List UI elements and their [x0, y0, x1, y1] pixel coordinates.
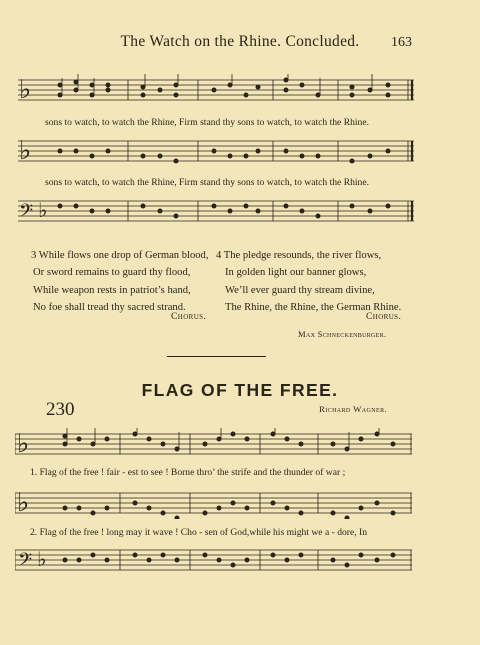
song-lyric-verse-2: 2. Flag of the free ! long may it wave ! Cho - sen of God,while his might we a - dore, In	[30, 527, 368, 538]
chorus-label-right: Chorus.	[366, 312, 402, 322]
svg-text:♭: ♭	[19, 75, 32, 105]
music-staff-top-treble	[18, 74, 414, 106]
verse-line: 3 While flows one drop of German blood,	[31, 250, 209, 261]
music-staff-song-bass	[15, 544, 412, 576]
verse-line: Or sword remains to guard thy flood,	[33, 267, 191, 279]
verse-3	[31, 247, 209, 317]
svg-text:𝄢: 𝄢	[19, 201, 34, 226]
music-staff-top-alto	[18, 135, 414, 167]
verse-line: 4 The pledge resounds, the river flows,	[216, 250, 382, 261]
music-staff-song-treble	[15, 428, 412, 460]
svg-text:𝄢: 𝄢	[18, 550, 33, 575]
song-number: 230	[46, 399, 75, 420]
page-title: The Watch on the Rhine. Concluded.	[120, 33, 360, 50]
verse-line: We’ll ever guard thy stream divine,	[225, 284, 375, 296]
page-number: 163	[391, 35, 412, 50]
verse-line: No foe shall tread thy sacred strand.	[33, 302, 186, 314]
chorus-label-left: Chorus.	[171, 312, 207, 322]
svg-text:♭: ♭	[38, 198, 48, 222]
song-title: FLAG OF THE FREE.	[141, 380, 339, 400]
svg-text:♭: ♭	[19, 136, 32, 166]
verse-4	[216, 247, 401, 317]
verse-line: The Rhine, the Rhine, the German Rhine.	[225, 302, 402, 314]
lyric-line-top-2: sons to watch, to watch the Rhine, Firm stand thy sons to watch, to watch the Rhine.	[45, 177, 370, 188]
svg-text:♭: ♭	[37, 547, 47, 571]
svg-text:♭: ♭	[17, 488, 30, 518]
section-divider	[167, 356, 266, 357]
music-staff-song-alto	[15, 487, 412, 519]
composer-credit: Richard Wagner.	[319, 404, 388, 414]
author-credit: Max Schneckenburger.	[298, 329, 387, 339]
song-lyric-verse-1: 1. Flag of the free ! fair - est to see ! Borne thro’ the strife and the thunder of war ;	[30, 467, 346, 478]
music-staff-top-bass	[18, 195, 414, 227]
verse-line: While weapon rests in patriot’s hand,	[33, 284, 191, 296]
verse-line: In golden light our banner glows,	[225, 267, 367, 279]
lyric-line-top-1: sons to watch, to watch the Rhine, Firm stand thy sons to watch, to watch the Rhine.	[45, 117, 370, 128]
svg-text:♭: ♭	[17, 429, 30, 459]
